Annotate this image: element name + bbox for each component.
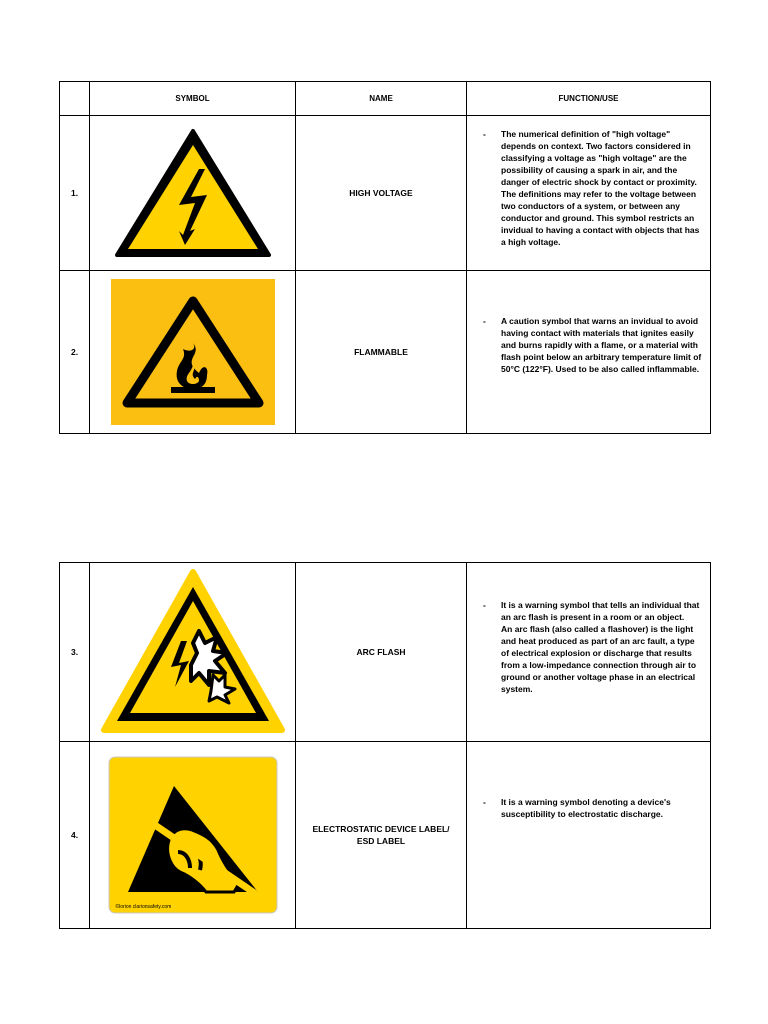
row-number: 4. (60, 742, 90, 929)
table-row (60, 116, 711, 271)
row-number: 3. (60, 563, 90, 742)
row-number: 1. (60, 116, 90, 271)
function-text: A caution symbol that warns an invidual to avoid having contact with materials that ignites easily and burns rapidly with a flame, or a material with flash point below an arbitrary temperature limit of 50°C (122°F). Used to be also called inflammable. (501, 316, 702, 374)
row-name: HIGH VOLTAGE (296, 116, 467, 271)
row-name: ELECTROSTATIC DEVICE LABEL/ ESD LABEL (296, 742, 467, 929)
header-number (60, 82, 90, 116)
esd-sign (108, 756, 278, 914)
row-function (467, 563, 711, 742)
symbols-table-1 (59, 81, 711, 434)
row-function (467, 742, 711, 929)
symbols-table-2 (59, 562, 711, 929)
flammable-icon (111, 279, 275, 425)
bullet-dash: - (483, 600, 486, 610)
bullet-dash: - (483, 316, 486, 326)
esd-icon (108, 756, 278, 914)
row-function (467, 271, 711, 434)
row-function (467, 116, 711, 271)
function-text: It is a warning symbol that tells an individual that an arc flash is present in a room or an object. An arc flash (also called a flashover) is the light and heat produced as part of an arc fault, a type of electrical explosion or discharge that results from a low-impedance connection through air to ground or another voltage phase in an electrical system. (501, 600, 700, 694)
table-row (60, 563, 711, 742)
function-text: It is a warning symbol denoting a device's susceptibility to electrostatic discharge. (501, 797, 671, 819)
symbol-cell (90, 271, 296, 434)
row-name: FLAMMABLE (296, 271, 467, 434)
row-name: ARC FLASH (296, 563, 467, 742)
header-symbol: SYMBOL (90, 82, 296, 116)
symbol-cell (90, 742, 296, 929)
row-number: 2. (60, 271, 90, 434)
header-name: NAME (296, 82, 467, 116)
arc-flash-icon (101, 569, 285, 735)
high-voltage-icon (113, 127, 273, 259)
symbol-cell (90, 116, 296, 271)
function-text: The numerical definition of "high voltage" depends on context. Two factors considered in classifying a voltage as "high voltage" are the possibility of causing a spark in air, and the danger of electric shock by contact or proximity. The definitions may refer to the voltage between two conductors of a system, or between any conductor and ground. This symbol restricts an invidual to having a contact with objects that has a high voltage. (501, 129, 700, 247)
table-row (60, 271, 711, 434)
symbol-cell (90, 563, 296, 742)
sign-footer: ©lorion clarionsafety.com (115, 904, 172, 910)
bullet-dash: - (483, 129, 486, 139)
bullet-dash: - (483, 797, 486, 807)
table-header-row (60, 82, 711, 116)
table-row (60, 742, 711, 929)
header-function: FUNCTION/USE (467, 82, 711, 116)
